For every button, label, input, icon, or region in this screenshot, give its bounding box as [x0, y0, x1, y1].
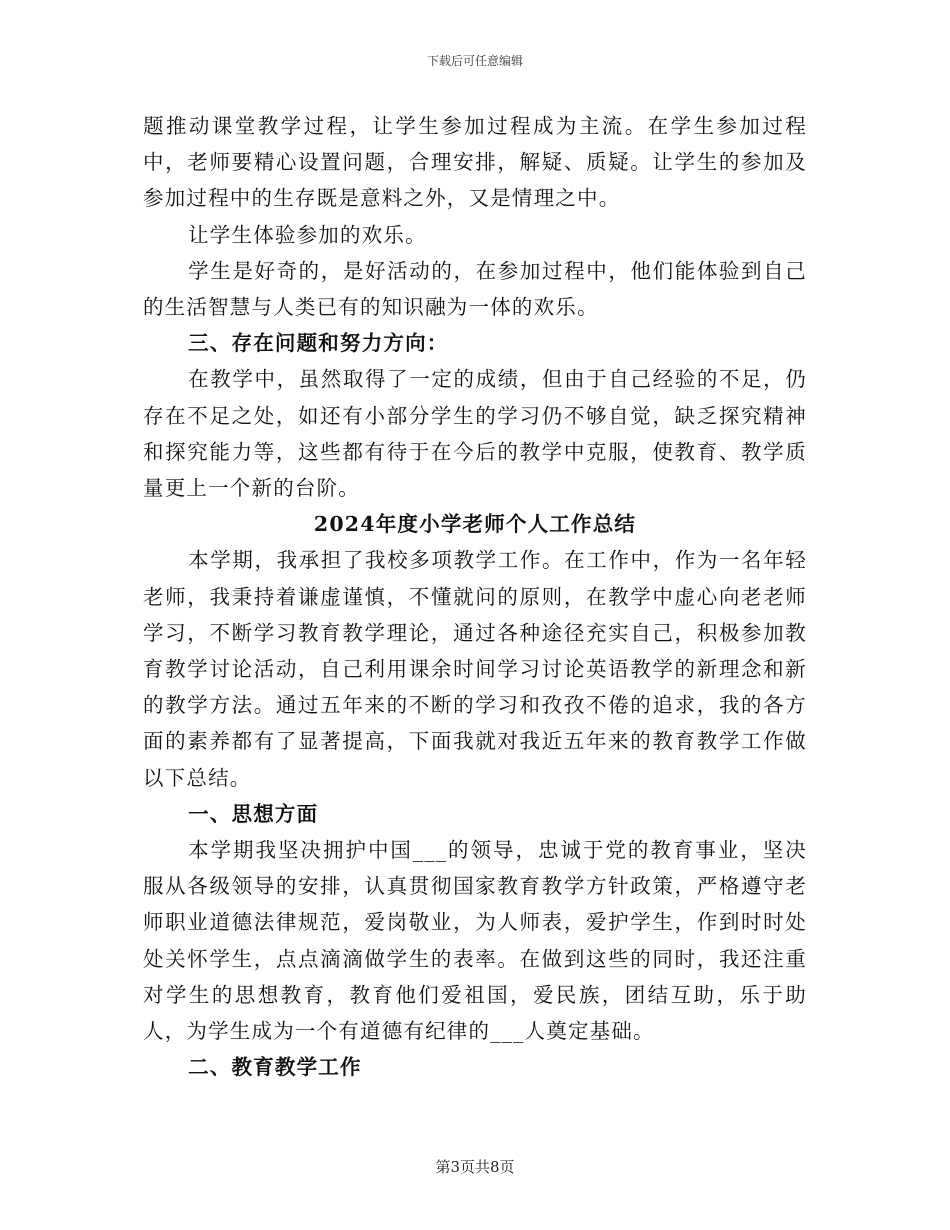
section-heading-teaching: 二、教育教学工作 — [188, 1055, 362, 1080]
document-body — [143, 108, 807, 1085]
paragraph-ideology: 本学期我坚决拥护中国___的领导，忠诚于党的教育事业，坚决服从各级领导的安排，认真贯彻国家教育教学方针政策，严格遵守老师职业道德法律规范，爱岗敬业，为人师表，爱护学生，作到时时处处关怀学生，点点滴滴做学生的表率。在做到这些的同时，我还注重对学生的思想教育，教育他们爱祖国，爱民族，团结互助，乐于助人，为学生成为一个有道德有纪律的___人奠定基础。 — [143, 838, 807, 1044]
section-heading-ideology: 一、思想方面 — [188, 801, 319, 826]
paragraph-introduction: 本学期，我承担了我校多项教学工作。在工作中，作为一名年轻老师，我秉持着谦虚谨慎，不懂就问的原则，在教学中虚心向老老师学习，不断学习教育教学理论，通过各种途径充实自己，积极参加教育教学讨论活动，自己利用课余时间学习讨论英语教学的新理念和新的教学方法。通过五年来的不断的学习和孜孜不倦的追求，我的各方面的素养都有了显著提高，下面我就对我近五年来的教育教学工作做以下总结。 — [143, 548, 807, 790]
page-number: 第3页共8页 — [435, 1158, 515, 1176]
paragraph-continuation: 题推动课堂教学过程，让学生参加过程成为主流。在学生参加过程中，老师要精心设置问题，合理安排，解疑、质疑。让学生的参加及参加过程中的生存既是意料之外，又是情理之中。 — [143, 114, 807, 211]
page-header: 下载后可任意编辑 — [426, 54, 523, 68]
document-title: 2024年度小学老师个人工作总结 — [313, 512, 637, 537]
paragraph-curiosity: 学生是好奇的，是好活动的，在参加过程中，他们能体验到自己的生活智慧与人类已有的知识融为一体的欢乐。 — [143, 258, 807, 320]
section-heading-problems: 三、存在问题和努力方向： — [188, 331, 449, 356]
paragraph-problems: 在教学中，虽然取得了一定的成绩，但由于自己经验的不足，仍存在不足之处，如还有小部分学生的学习仍不够自觉，缺乏探究精神和探究能力等，这些都有待于在今后的教学中克服，使教育、教学质量更上一个新的台阶。 — [143, 367, 807, 501]
paragraph-experience-joy: 让学生体验参加的欢乐。 — [188, 222, 427, 247]
